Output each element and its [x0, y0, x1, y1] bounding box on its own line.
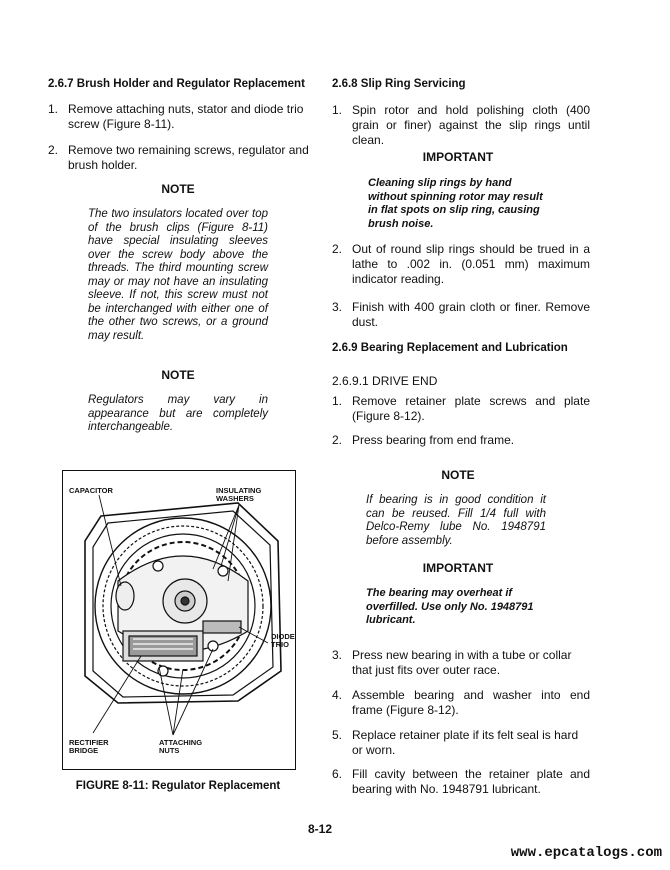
- important-text: Cleaning slip rings by hand without spinning rotor may result in flat spots on slip ring, causing brush noise.: [368, 177, 543, 230]
- important-title: IMPORTANT: [422, 150, 494, 164]
- item-text: Press bearing from end frame.: [352, 433, 515, 447]
- section-2-6-8-heading: 2.6.8 Slip Ring Servicing: [332, 78, 466, 90]
- item-text: Press new bearing in with a tube or collar that just fits over outer race.: [352, 648, 572, 677]
- item-text: Fill cavity between the retainer plate and bearing with No. 1948791 lubricant.: [352, 767, 590, 796]
- item-number: 1.: [332, 394, 343, 408]
- note-title: NOTE: [441, 468, 475, 482]
- subsection-heading: 2.6.9.1 DRIVE END: [332, 374, 438, 388]
- label-insulating-washers: INSULATING WASHERS: [216, 486, 262, 503]
- list-item: [332, 300, 590, 332]
- item-number: 1.: [332, 103, 343, 117]
- list-item: [332, 433, 590, 449]
- list-item: [332, 688, 590, 720]
- figure-8-11: [62, 470, 296, 770]
- list-item: [332, 103, 590, 147]
- label-rectifier-bridge: RECTIFIER BRIDGE: [69, 738, 109, 755]
- item-number: 3.: [332, 648, 343, 662]
- label-attaching-nuts: ATTACHING NUTS: [159, 738, 203, 755]
- figure-caption: FIGURE 8-11: Regulator Replacement: [75, 780, 281, 792]
- watermark-url: www.epcatalogs.com: [510, 845, 662, 861]
- item-text: Replace retainer plate if its felt seal is hard or worn.: [352, 728, 579, 757]
- list-item: [48, 143, 310, 175]
- item-text: Remove retainer plate screws and plate (Figure 8-12).: [352, 394, 590, 423]
- item-number: 5.: [332, 728, 343, 742]
- item-text: Spin rotor and hold polishing cloth (400 grain or finer) against the slip rings until clean.: [352, 103, 590, 147]
- item-number: 4.: [332, 688, 343, 702]
- list-item: [332, 648, 590, 680]
- note-text: If bearing is in good condition it can be reused. Fill 1/4 full with Delco-Remy lube No. 1948791 before assembly.: [366, 494, 546, 547]
- item-number: 3.: [332, 300, 343, 314]
- note-text: The two insulators located over top of the brush clips (Figure 8-11) have special insulating sleeves over the screw body above the threads. The third mounting screw may or may not have an insulating sleeve. If not, this screw must not be interchanged with either one of the other two screws, or a ground may result.: [88, 208, 268, 342]
- item-text: Remove attaching nuts, stator and diode trio screw (Figure 8-11).: [68, 102, 304, 131]
- list-item: [332, 394, 590, 426]
- item-text: Remove two remaining screws, regulator and brush holder.: [68, 143, 309, 172]
- important-title: IMPORTANT: [422, 561, 494, 575]
- item-text: Assemble bearing and washer into end frame (Figure 8-12).: [352, 688, 590, 717]
- list-item: [332, 767, 590, 799]
- item-text: Finish with 400 grain cloth or finer. Remove dust.: [352, 300, 590, 329]
- list-item: [332, 242, 590, 288]
- page-number: 8-12: [307, 822, 333, 836]
- item-number: 1.: [48, 102, 59, 116]
- list-item: [48, 102, 310, 134]
- note-title: NOTE: [161, 368, 195, 382]
- section-2-6-9-heading: 2.6.9 Bearing Replacement and Lubrication: [332, 342, 568, 354]
- section-2-6-7-heading: 2.6.7 Brush Holder and Regulator Replacement: [48, 78, 305, 90]
- label-diode-trio: DIODE TRIO: [271, 632, 295, 649]
- item-text: Out of round slip rings should be trued in a lathe to .002 in. (0.051 mm) maximum indicator reading.: [352, 242, 590, 286]
- label-capacitor: CAPACITOR: [69, 486, 113, 495]
- important-text: The bearing may overheat if overfilled. Use only No. 1948791 lubricant.: [366, 587, 534, 626]
- item-number: 2.: [332, 433, 343, 447]
- item-number: 2.: [48, 143, 59, 157]
- alternator-illustration: [63, 471, 295, 769]
- item-number: 2.: [332, 242, 343, 256]
- note-title: NOTE: [161, 182, 195, 196]
- list-item: [332, 728, 590, 760]
- note-text: Regulators may vary in appearance but are completely interchangeable.: [88, 394, 268, 433]
- item-number: 6.: [332, 767, 343, 781]
